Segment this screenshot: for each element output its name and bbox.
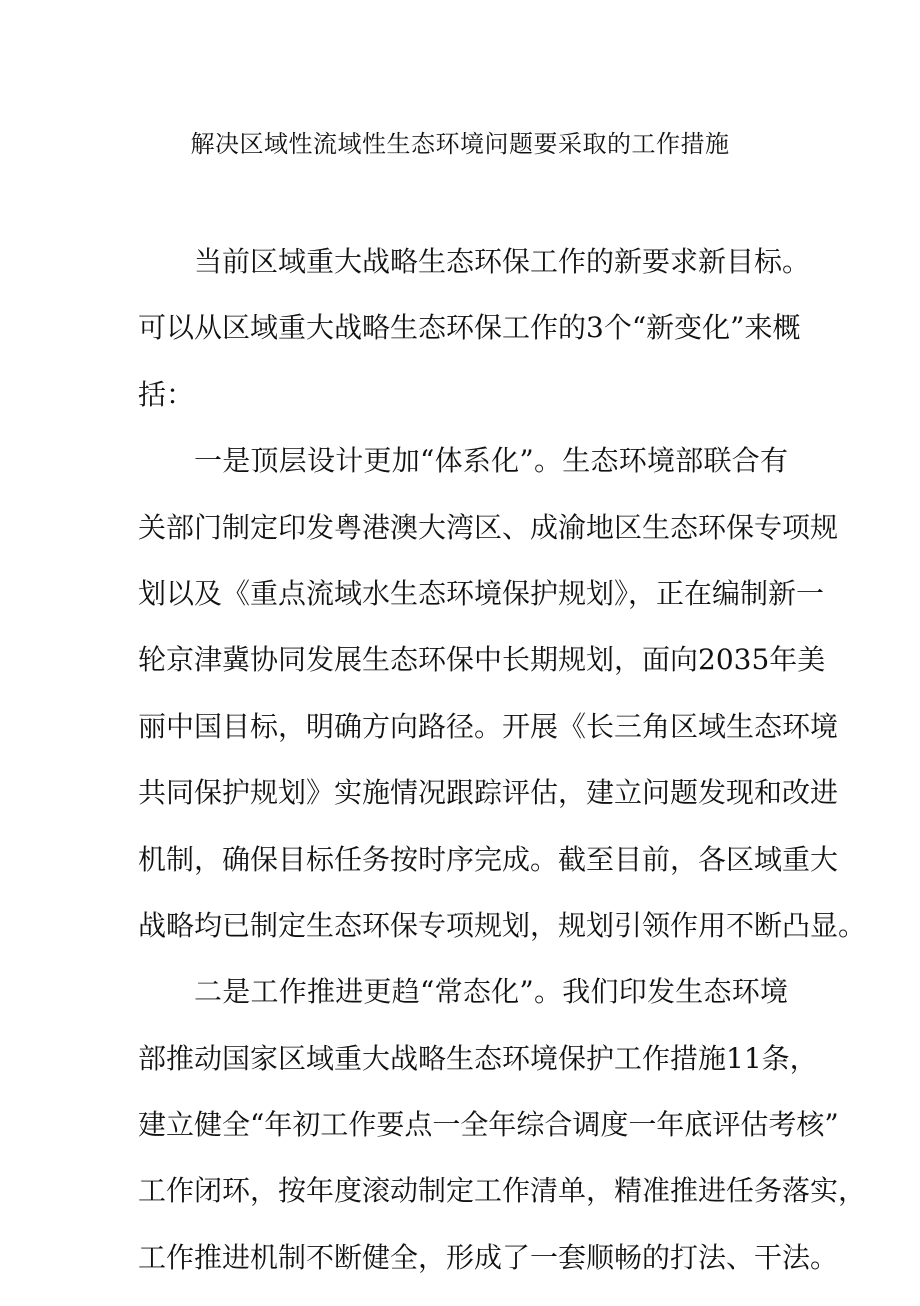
body-line: 工作推进机制不断健全，形成了一套顺畅的打法、干法。 [138, 1240, 839, 1274]
body-line: 一是顶层设计更加“体系化”。生态环境部联合有 [194, 444, 788, 478]
body-line: 当前区域重大战略生态环保工作的新要求新目标。 [194, 245, 811, 278]
document-title: 解决区域性流域性生态环境问题要采取的工作措施 [190, 130, 730, 158]
body-line: 可以从区域重大战略生态环保工作的3个“新变化”来概 [138, 311, 801, 345]
body-line: 战略均已制定生态环保专项规划，规划引领作用不断凸显。 [138, 908, 867, 942]
body-line: 二是工作推进更趋“常态化”。我们印发生态环境 [194, 975, 788, 1009]
body-line: 丽中国目标，明确方向路径。开展《长三角区域生态环境 [138, 709, 839, 743]
body-line: 括： [138, 377, 195, 411]
body-line: 划以及《重点流域水生态环境保护规划》，正在编制新一 [138, 576, 825, 610]
body-line: 建立健全“年初工作要点一全年综合调度一年底评估考核” [138, 1108, 839, 1142]
body-line: 共同保护规划》实施情况跟踪评估，建立问题发现和改进 [138, 776, 839, 810]
body-line: 轮京津冀协同发展生态环保中长期规划，面向2035年美 [138, 643, 826, 677]
body-line: 工作闭环，按年度滚动制定工作清单，精准推进任务落实， [138, 1174, 867, 1208]
body-line: 关部门制定印发粤港澳大湾区、成渝地区生态环保专项规 [138, 510, 839, 544]
document-body [138, 244, 867, 1306]
body-line: 部推动国家区域重大战略生态环境保护工作措施11条， [138, 1041, 818, 1075]
body-line: 机制，确保目标任务按时序完成。截至目前，各区域重大 [138, 842, 839, 876]
